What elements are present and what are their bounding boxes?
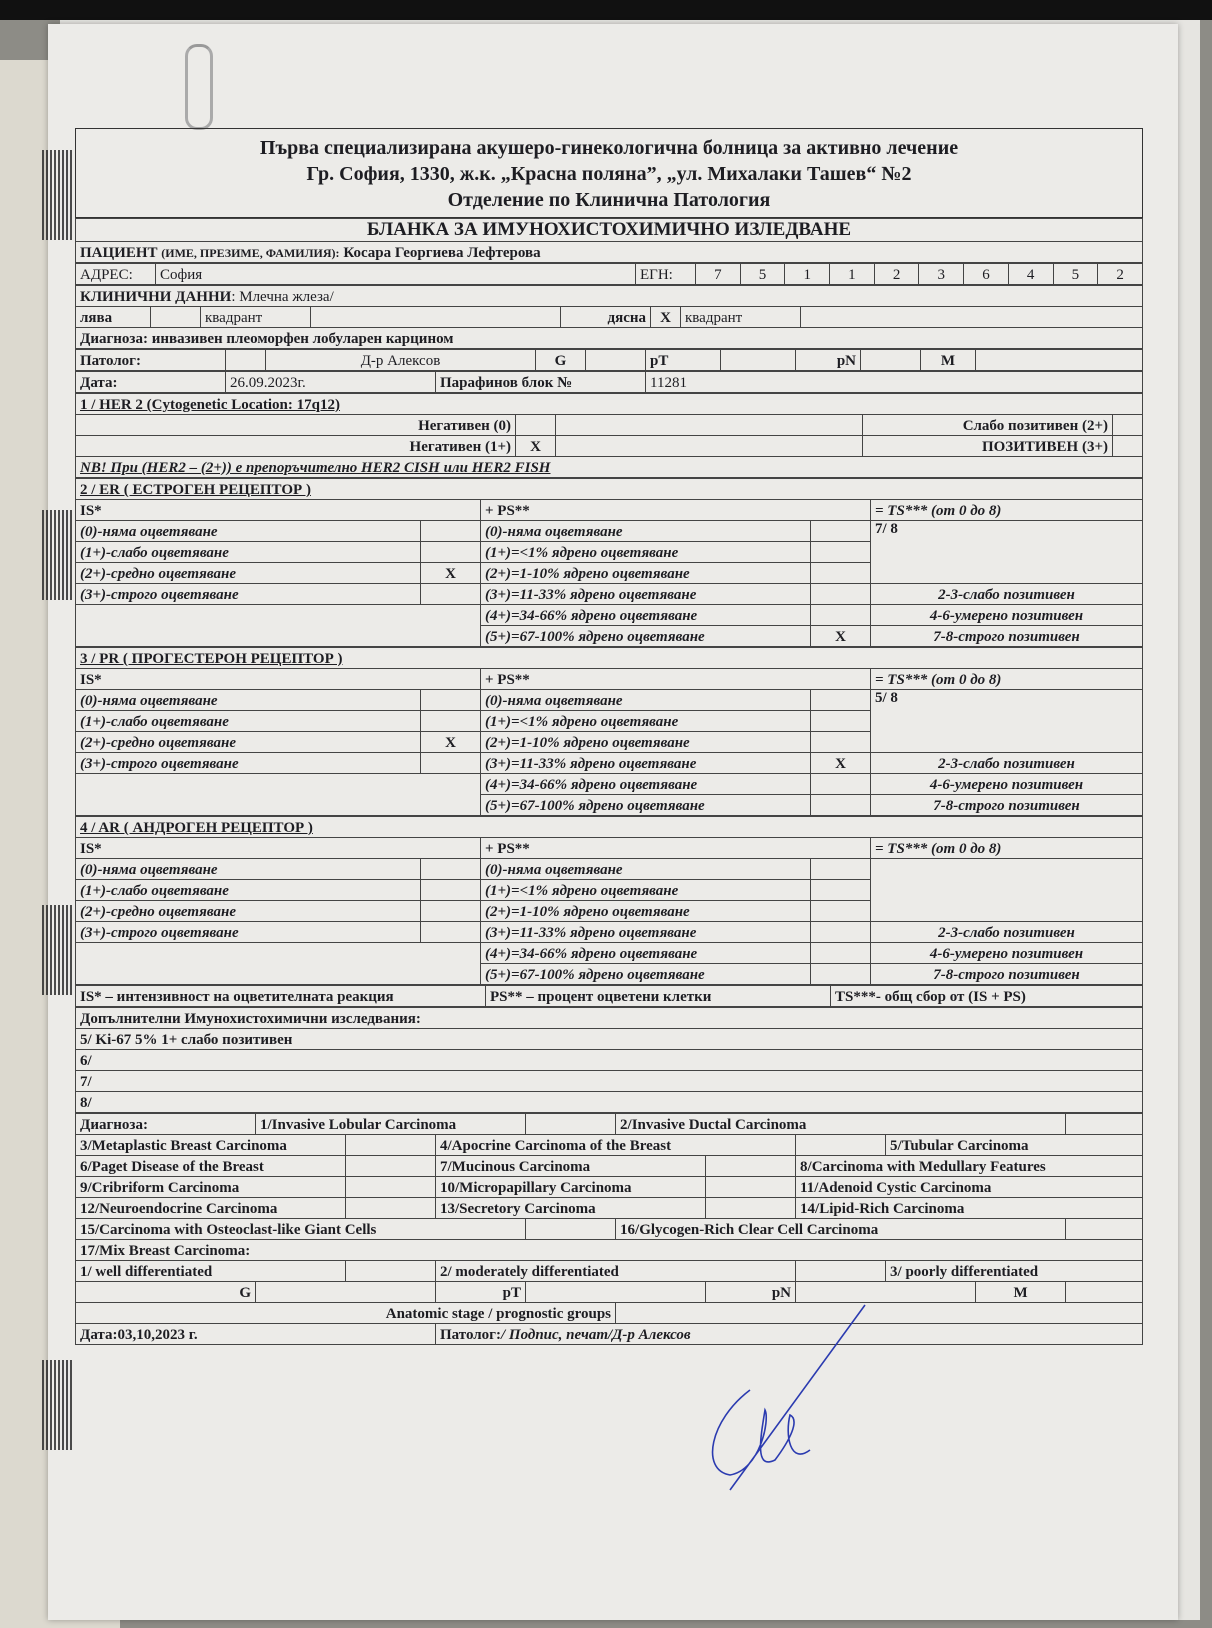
is-option: (1+)-слабо оцветяване: [76, 880, 421, 901]
ts-value: [871, 859, 1143, 922]
blank-cell: [76, 774, 481, 816]
diagnosis-option: 11/Adenoid Cystic Carcinoma: [796, 1177, 1143, 1198]
ts-level: 4-6-умерено позитивен: [871, 943, 1143, 964]
ps-option: (5+)=67-100% ядрено оцветяване: [481, 964, 811, 985]
diagnosis-option: 1/Invasive Lobular Carcinoma: [256, 1114, 526, 1135]
diagnosis-option: 13/Secretory Carcinoma: [436, 1198, 706, 1219]
ts-header: = TS*** (от 0 до 8): [871, 500, 1143, 521]
is-mark: [421, 542, 481, 563]
binding-holes-icon: [42, 1360, 72, 1450]
ps-header: + PS**: [481, 669, 871, 690]
right-quadrant-label: квадрант: [681, 307, 801, 328]
her2-note: NB! При (HER2 – (2+)) е препоръчително HER2 CISH или HER2 FISH: [76, 457, 1143, 478]
egn-digit: 1: [785, 264, 830, 285]
receptor-title: 3 / PR ( ПРОГЕСТЕРОН РЕЦЕПТОР ): [76, 648, 1143, 669]
receptor-table: [75, 647, 1143, 816]
ps-option: (2+)=1-10% ядрено оцветяване: [481, 732, 811, 753]
ts-level: 2-3-слабо позитивен: [871, 584, 1143, 605]
date-value: 26.09.2023г.: [226, 372, 436, 393]
binding-holes-icon: [42, 905, 72, 995]
ts-level: 7-8-строго позитивен: [871, 795, 1143, 816]
pathologist-name: Д-р Алексов: [266, 350, 536, 371]
ts-header: = TS*** (от 0 до 8): [871, 838, 1143, 859]
ps-option: (0)-няма оцветяване: [481, 859, 811, 880]
pt-value: [721, 350, 796, 371]
diagnosis-mark: [706, 1198, 796, 1219]
patient-label: ПАЦИЕНТ: [80, 245, 158, 261]
diagnosis-option: 14/Lipid-Rich Carcinoma: [796, 1198, 1143, 1219]
ps-mark: [811, 880, 871, 901]
stage-m-label: M: [976, 1282, 1066, 1303]
ihc-form: [75, 128, 1143, 1345]
patient-label-hint: (ИМЕ, ПРЕЗИМЕ, ФАМИЛИЯ):: [161, 246, 340, 260]
is-option: (3+)-строго оцветяване: [76, 584, 421, 605]
additional-row: 5/ Ki-67 5% 1+ слабо позитивен: [76, 1029, 1143, 1050]
diagnosis-option: 8/Carcinoma with Medullary Features: [796, 1156, 1143, 1177]
ps-mark: [811, 964, 871, 985]
m-value: [976, 350, 1143, 371]
ps-mark: X: [811, 626, 871, 647]
is-mark: [421, 711, 481, 732]
her2-weak2-label: Слабо позитивен (2+): [863, 415, 1113, 436]
ps-option: (0)-няма оцветяване: [481, 690, 811, 711]
date-label: Дата:: [76, 372, 226, 393]
date-table: [75, 371, 1143, 393]
receptor-table: [75, 816, 1143, 985]
ps-option: (3+)=11-33% ядрено оцветяване: [481, 922, 811, 943]
diagnosis-mark: [346, 1177, 436, 1198]
is-mark: X: [421, 732, 481, 753]
diagnosis-option: 4/Apocrine Carcinoma of the Breast: [436, 1135, 796, 1156]
is-mark: [421, 521, 481, 542]
patient-row: [76, 242, 1143, 263]
diagnosis-mark: [346, 1198, 436, 1219]
diagnosis-option: 6/Paget Disease of the Breast: [76, 1156, 346, 1177]
legend-ts: TS***- общ сбор от (IS + PS): [831, 986, 1143, 1007]
address-table: [75, 263, 1143, 285]
her2-neg1-label: Негативен (1+): [76, 436, 516, 457]
binding-holes-icon: [42, 150, 72, 240]
is-option: (2+)-средно оцветяване: [76, 732, 421, 753]
ps-mark: [811, 795, 871, 816]
ps-option: (5+)=67-100% ядрено оцветяване: [481, 626, 811, 647]
egn-digit: 5: [740, 264, 785, 285]
ps-mark: [811, 859, 871, 880]
is-mark: [421, 922, 481, 943]
diagnosis-mark: [346, 1135, 436, 1156]
is-mark: [421, 901, 481, 922]
is-option: (1+)-слабо оцветяване: [76, 542, 421, 563]
blank-cell: [76, 605, 481, 647]
her2-pos3-mark: [1113, 436, 1143, 457]
diagnosis-mark: [796, 1135, 886, 1156]
diagnosis-mark: [706, 1156, 796, 1177]
right-quadrant-value: [801, 307, 1143, 328]
is-header: IS*: [76, 669, 481, 690]
pathologist-table: [75, 349, 1143, 371]
is-option: (0)-няма оцветяване: [76, 690, 421, 711]
ts-level: 2-3-слабо позитивен: [871, 922, 1143, 943]
is-option: (0)-няма оцветяване: [76, 859, 421, 880]
g-value: [586, 350, 646, 371]
stage-g-label: G: [76, 1282, 256, 1303]
left-breast-label: лява: [76, 307, 151, 328]
ps-mark: [811, 542, 871, 563]
clinical-diagnosis: Диагноза: инвазивен плеоморфен лобуларен карцином: [76, 328, 1143, 349]
clinical-value: : Млечна жлеза/: [231, 289, 334, 305]
ts-level: 7-8-строго позитивен: [871, 964, 1143, 985]
ps-mark: [811, 584, 871, 605]
ps-option: (3+)=11-33% ядрено оцветяване: [481, 584, 811, 605]
pathologist-sign-text: / Подпис, печат/Д-р Алексов: [501, 1327, 691, 1343]
is-header: IS*: [76, 500, 481, 521]
top-bar: [0, 0, 1212, 20]
ps-option: (4+)=34-66% ядрено оцветяване: [481, 774, 811, 795]
ts-level: 2-3-слабо позитивен: [871, 753, 1143, 774]
is-mark: [421, 584, 481, 605]
stage-m-value: [1066, 1282, 1143, 1303]
diagnosis-option: 15/Carcinoma with Osteoclast-like Giant Cells: [76, 1219, 526, 1240]
is-option: (3+)-строго оцветяване: [76, 922, 421, 943]
blank-cell: [76, 943, 481, 985]
form-header: [75, 128, 1143, 218]
is-option: (0)-няма оцветяване: [76, 521, 421, 542]
ps-mark: [811, 922, 871, 943]
diagnosis-mark: [706, 1177, 796, 1198]
diagnosis-mark: [1066, 1219, 1143, 1240]
clinical-table: [75, 285, 1143, 349]
hospital-name: Първа специализирана акушеро-гинекологична болница за активно лечение: [259, 137, 959, 159]
footer-date: Дата:03,10,2023 г.: [76, 1324, 436, 1345]
ts-value: 7/ 8: [871, 521, 1143, 584]
stage-pt-label: pT: [436, 1282, 526, 1303]
additional-title: Допълнителни Имунохистохимични изследвания:: [76, 1008, 1143, 1029]
binding-holes-icon: [42, 510, 72, 600]
is-mark: [421, 690, 481, 711]
grade-option: 1/ well differentiated: [76, 1261, 346, 1282]
ps-option: (4+)=34-66% ядрено оцветяване: [481, 943, 811, 964]
form-title: БЛАНКА ЗА ИМУНОХИСТОХИМИЧНО ИЗЛЕДВАНЕ: [76, 219, 1143, 242]
receptor-table: [75, 478, 1143, 647]
ps-mark: [811, 943, 871, 964]
stage-g-value: [256, 1282, 436, 1303]
stage-pn-label: pN: [706, 1282, 796, 1303]
additional-table: [75, 1007, 1143, 1113]
ps-mark: [811, 521, 871, 542]
receptor-title: 2 / ER ( ЕСТРОГЕН РЕЦЕПТОР ): [76, 479, 1143, 500]
diagnosis-option: 9/Cribriform Carcinoma: [76, 1177, 346, 1198]
is-mark: [421, 880, 481, 901]
her2-title: 1 / HER 2 (Cytogenetic Location: 17q12): [76, 394, 1143, 415]
ps-mark: [811, 774, 871, 795]
ps-mark: [811, 732, 871, 753]
pn-label: pN: [796, 350, 861, 371]
diagnosis-option: 17/Mix Breast Carcinoma:: [76, 1240, 1143, 1261]
ps-mark: [811, 711, 871, 732]
g-label: G: [536, 350, 586, 371]
is-mark: [421, 753, 481, 774]
ps-option: (5+)=67-100% ядрено оцветяване: [481, 795, 811, 816]
blank-cell: [556, 415, 863, 436]
egn-digit: 6: [964, 264, 1009, 285]
her2-neg0-mark: [516, 415, 556, 436]
is-mark: X: [421, 563, 481, 584]
her2-pos3-label: ПОЗИТИВЕН (3+): [863, 436, 1113, 457]
diagnosis-option: 5/Tubular Carcinoma: [886, 1135, 1143, 1156]
legend-ps: PS** – процент оцветени клетки: [486, 986, 831, 1007]
diagnosis-table: [75, 1113, 1143, 1345]
is-header: IS*: [76, 838, 481, 859]
ts-level: 7-8-строго позитивен: [871, 626, 1143, 647]
is-option: (1+)-слабо оцветяване: [76, 711, 421, 732]
pt-label: pT: [646, 350, 721, 371]
grade-mark: [796, 1261, 886, 1282]
left-breast-mark: [151, 307, 201, 328]
egn-digit: 7: [696, 264, 741, 285]
her2-neg1-mark: X: [516, 436, 556, 457]
clinical-data: [76, 286, 1143, 307]
legend-is: IS* – интензивност на оцветителната реакция: [76, 986, 486, 1007]
ps-option: (1+)=<1% ядрено оцветяване: [481, 542, 811, 563]
is-option: (2+)-средно оцветяване: [76, 901, 421, 922]
block-value: 11281: [646, 372, 1143, 393]
grade-option: 2/ moderately differentiated: [436, 1261, 796, 1282]
ps-option: (1+)=<1% ядрено оцветяване: [481, 880, 811, 901]
her2-neg0-label: Негативен (0): [76, 415, 516, 436]
diagnosis-label: Диагноза:: [76, 1114, 256, 1135]
is-option: (2+)-средно оцветяване: [76, 563, 421, 584]
grade-option: 3/ poorly differentiated: [886, 1261, 1143, 1282]
diagnosis-option: 7/Mucinous Carcinoma: [436, 1156, 706, 1177]
ps-mark: [811, 605, 871, 626]
patient-table: [75, 218, 1143, 263]
left-quadrant-value: [311, 307, 561, 328]
ps-option: (1+)=<1% ядрено оцветяване: [481, 711, 811, 732]
right-breast-mark: X: [651, 307, 681, 328]
diagnosis-option: 12/Neuroendocrine Carcinoma: [76, 1198, 346, 1219]
patient-name: Косара Георгиева Лефтерова: [343, 245, 541, 261]
blank-cell: [556, 436, 863, 457]
ts-level: 4-6-умерено позитивен: [871, 774, 1143, 795]
block-label: Парафинов блок №: [436, 372, 646, 393]
pathologist-sign-label: Патолог:: [440, 1327, 501, 1343]
diagnosis-option: 16/Glycogen-Rich Clear Cell Carcinoma: [616, 1219, 1066, 1240]
her2-weak2-mark: [1113, 415, 1143, 436]
paperclip-icon: [185, 44, 213, 130]
diagnosis-option: 3/Metaplastic Breast Carcinoma: [76, 1135, 346, 1156]
diagnosis-mark: [526, 1114, 616, 1135]
pathologist-label: Патолог:: [76, 350, 226, 371]
ts-level: 4-6-умерено позитивен: [871, 605, 1143, 626]
signature-icon: [690, 1300, 890, 1500]
ps-header: + PS**: [481, 838, 871, 859]
address-value: София: [156, 264, 636, 285]
egn-digit: 3: [919, 264, 964, 285]
m-label: M: [921, 350, 976, 371]
ps-mark: [811, 690, 871, 711]
ps-option: (3+)=11-33% ядрено оцветяване: [481, 753, 811, 774]
ps-option: (0)-няма оцветяване: [481, 521, 811, 542]
receptor-title: 4 / AR ( АНДРОГЕН РЕЦЕПТОР ): [76, 817, 1143, 838]
legend-table: [75, 985, 1143, 1007]
is-option: (3+)-строго оцветяване: [76, 753, 421, 774]
left-quadrant-label: квадрант: [201, 307, 311, 328]
ps-mark: X: [811, 753, 871, 774]
is-mark: [421, 859, 481, 880]
clinical-label: КЛИНИЧНИ ДАННИ: [80, 289, 232, 305]
ps-option: (2+)=1-10% ядрено оцветяване: [481, 901, 811, 922]
additional-row: 7/: [76, 1071, 1143, 1092]
anatomic-stage-label: Anatomic stage / prognostic groups: [76, 1303, 616, 1324]
diagnosis-mark: [346, 1156, 436, 1177]
egn-digit: 2: [1098, 264, 1143, 285]
hospital-address: Гр. София, 1330, ж.к. „Красна поляна”, „ул. Михалаки Ташев“ №2: [306, 163, 912, 185]
egn-digit: 4: [1008, 264, 1053, 285]
additional-row: 6/: [76, 1050, 1143, 1071]
pn-value: [861, 350, 921, 371]
diagnosis-mark: [1066, 1114, 1143, 1135]
grade-mark: [346, 1261, 436, 1282]
ps-option: (4+)=34-66% ядрено оцветяване: [481, 605, 811, 626]
ps-option: (2+)=1-10% ядрено оцветяване: [481, 563, 811, 584]
diagnosis-option: 2/Invasive Ductal Carcinoma: [616, 1114, 1066, 1135]
blank-cell: [226, 350, 266, 371]
right-breast-label: дясна: [561, 307, 651, 328]
ts-header: = TS*** (от 0 до 8): [871, 669, 1143, 690]
egn-digit: 1: [830, 264, 875, 285]
additional-row: 8/: [76, 1092, 1143, 1113]
receptor-sections: [75, 478, 1143, 985]
address-label: АДРЕС:: [76, 264, 156, 285]
ts-value: 5/ 8: [871, 690, 1143, 753]
egn-digit: 2: [874, 264, 919, 285]
diagnosis-option: 10/Micropapillary Carcinoma: [436, 1177, 706, 1198]
ps-mark: [811, 563, 871, 584]
department-name: Отделение по Клинична Патология: [447, 189, 771, 211]
egn-digit: 5: [1053, 264, 1098, 285]
diagnosis-mark: [526, 1219, 616, 1240]
ps-header: + PS**: [481, 500, 871, 521]
stage-pt-value: [526, 1282, 706, 1303]
egn-label: ЕГН:: [636, 264, 696, 285]
ps-mark: [811, 901, 871, 922]
her2-table: [75, 393, 1143, 478]
